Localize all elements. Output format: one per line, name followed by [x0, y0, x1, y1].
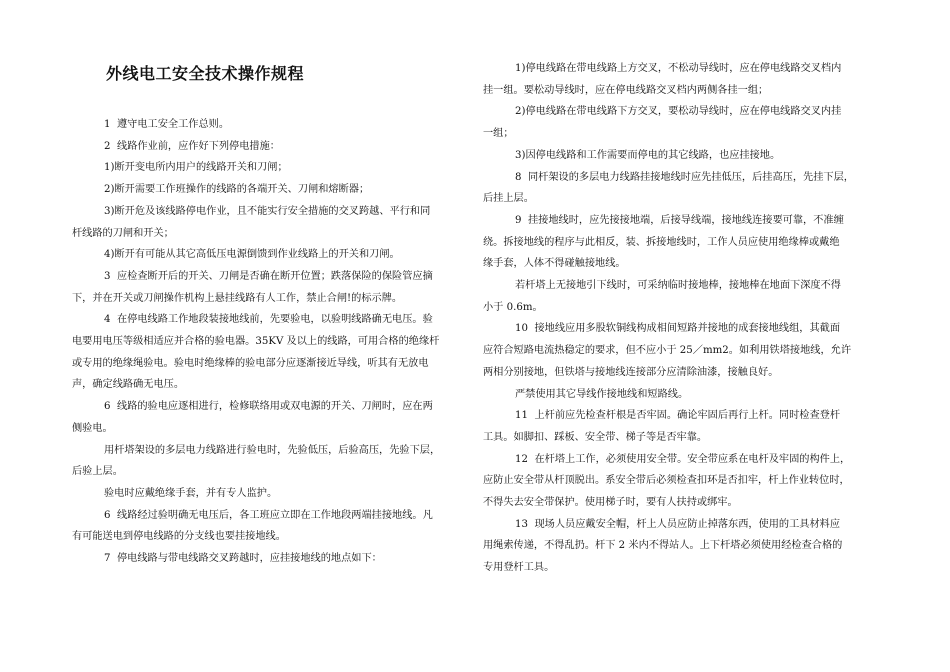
text-line: 3)因停电线路和工作需要而停电的其它线路，也应挂接地。	[515, 149, 781, 161]
text-line: 1 遵守电工安全工作总则。	[104, 119, 230, 130]
text-line: 6 线路经过验明确无电压后，各工班应立即在工作地段两端挂接地线。凡	[104, 509, 433, 521]
text-line: 有可能送电到停电线路的分支线也要挂接地线。	[72, 531, 286, 543]
text-line: 专用登杆工具。	[483, 562, 555, 574]
text-line: 绕。拆接地线的程序与此相反，装、拆接地线时，工作人员应使用绝缘棒或戴绝	[483, 236, 840, 248]
text-line: 小于 0.6m。	[483, 301, 543, 313]
text-line: 用杆塔架设的多层电力线路进行验电时，先验低压，后验高压，先验下层，	[104, 444, 441, 456]
text-line: 不得失去安全带保护。使用梯子时，要有人扶持或绑牢。	[483, 497, 738, 509]
text-line: 11 上杆前应先检查杆根是否牢固。确论牢固后再行上杆。同时检查登杆	[515, 410, 841, 422]
text-line: 2)断开需要工作班操作的线路的各端开关、刀闸和熔断器；	[104, 184, 370, 196]
text-line: 应防止安全带从杆顶脱出。系安全带后必须检查扣环是否扣牢，杆上作业转位时，	[483, 475, 850, 487]
right-column	[483, 58, 883, 579]
text-line: 1)断开变电所内用户的线路开关和刀闸；	[104, 162, 288, 174]
text-line: 后验上层。	[72, 466, 123, 478]
text-line: 电要用电压等级相适应并合格的验电器。35KV 及以上的线路，可用合格的绝缘杆	[72, 336, 440, 348]
text-line: 一组；	[483, 128, 514, 140]
text-line: 若杆塔上无接地引下线时，可采纳临时接地棒，接地棒在地面下深度不得	[515, 280, 841, 292]
text-line: 10 接地线应用多股软铜线构成相间短路并接地的成套接地线组，其截面	[515, 323, 841, 335]
text-line: 工具。如脚扣、踩板、安全带、梯子等是否牢靠。	[483, 431, 708, 443]
text-line: 应符合短路电流热稳定的要求，但不应小于 25／mm2。如利用铁塔接地线，允许	[483, 345, 852, 357]
text-line: 2 线路作业前，应作好下列停电措施：	[104, 140, 280, 152]
text-line: 后挂上层。	[483, 193, 534, 205]
text-line: 7 停电线路与带电线路交叉跨越时，应挂接地线的地点如下：	[104, 553, 382, 565]
text-line: 2)停电线路在带电线路下方交叉，要松动导线时，应在停电线路交叉内挂	[515, 106, 842, 118]
text-line: 12 在杆塔上工作，必须使用安全带。安全带应系在电杆及牢固的构件上，	[515, 453, 851, 465]
text-line: 9 挂接地线时，应先接接地端，后接导线端，接地线连接要可靠，不准缠	[515, 214, 844, 226]
text-line: 声，确定线路确无电压。	[72, 379, 185, 391]
text-line: 侧验电。	[72, 422, 113, 434]
text-line: 严禁使用其它导线作接地线和短路线。	[515, 388, 689, 400]
text-line: 下，并在开关或刀闸操作机构上悬挂线路有人工作，禁止合闸!的标示牌。	[72, 292, 403, 304]
text-line: 4)断开有可能从其它高低压电源倒馈到作业线路上的开关和刀闸。	[104, 249, 400, 261]
text-line: 缘手套，人体不得碰触接地线。	[483, 258, 626, 270]
text-line: 6 线路的验电应逐相进行，检修联络用或双电源的开关、刀闸时，应在两	[104, 401, 433, 413]
text-line: 4 在停电线路工作地段装接地线前，先要验电，以验明线路确无电压。验	[104, 314, 433, 326]
text-line: 验电时应戴绝缘手套，并有专人监护。	[104, 487, 278, 499]
text-line: 杆线路的刀闸和开关；	[72, 227, 174, 239]
document-title: 外线电工安全技术操作规程	[106, 64, 305, 83]
text-line: 8 同杆架设的多层电力线路挂接地线时应先挂低压，后挂高压，先挂下层，	[515, 171, 854, 183]
text-line: 1)停电线路在带电线路上方交叉，不松动导线时，应在停电线路交叉档内	[515, 63, 842, 74]
text-line: 用绳索传递，不得乱扔。杆下 2 米内不得站人。上下杆塔必须使用经检查合格的	[483, 540, 843, 552]
text-line: 挂一组。要松动导线时，应在停电线路交叉档内两侧各挂一组；	[483, 84, 769, 96]
left-column	[72, 114, 472, 570]
text-line: 3 应检查断开后的开关、刀闸是否确在断开位置；跌落保险的保险管应摘	[104, 270, 433, 282]
text-line: 3)断开危及该线路停电作业，且不能实行安全措施的交叉跨越、平行和同	[104, 205, 431, 217]
text-line: 13 现场人员应戴安全帽，杆上人员应防止掉落东西，使用的工具材料应	[515, 518, 841, 530]
text-line: 两相分别接地，但铁塔与接地线连接部分应清除油漆，接触良好。	[483, 366, 779, 378]
text-line: 或专用的绝缘绳验电。验电时绝缘棒的验电部分应逐渐接近导线，听其有无放电	[72, 357, 429, 369]
